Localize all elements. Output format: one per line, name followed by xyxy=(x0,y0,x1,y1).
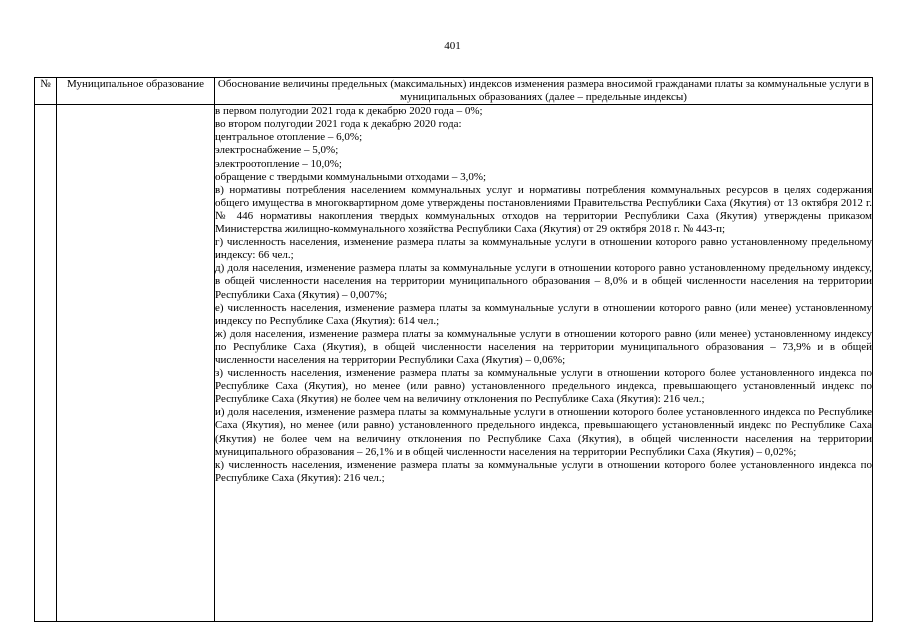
paragraph: к) численность населения, изменение размера платы за коммунальные услуги в отношении которого более установленного индекса по Республике Саха (Якутия): 216 чел.; xyxy=(215,458,872,484)
paragraph: в первом полугодии 2021 года к декабрю 2020 года – 0%; xyxy=(215,105,483,118)
header-number: № xyxy=(35,78,57,105)
table-row xyxy=(35,105,873,622)
paragraph: обращение с твердыми коммунальными отходами – 3,0%; xyxy=(215,170,487,183)
paragraph: д) доля населения, изменение размера платы за коммунальные услуги в отношении которого равно установленному предельному индексу, в общей численности населения на территории муниципального образования – 8,0% и в общей численности населения на территории Республики Саха (Якутия) – 0,007%; xyxy=(215,262,872,301)
paragraph: электроснабжение – 5,0%; xyxy=(215,144,339,157)
row-number-cell xyxy=(35,105,57,622)
paragraph: центральное отопление – 6,0%; xyxy=(215,131,363,144)
table-header-row xyxy=(35,78,873,105)
header-justification: Обоснование величины предельных (максимальных) индексов изменения размера вносимой гражданами платы за коммунальные услуги в муниципальных образованиях (далее – предельные индексы) xyxy=(215,78,873,105)
paragraph: г) численность населения, изменение размера платы за коммунальные услуги в отношении которого равно установленному предельному индексу: 66 чел.; xyxy=(215,236,872,262)
paragraph: в) нормативы потребления населением коммунальных услуг и нормативы потребления коммунальных ресурсов в целях содержания общего имущества в многоквартирном доме утверждены постановлениями Правительства Республики Саха (Якутия) от 13 октября 2012 г. № 446 нормативы накопления твердых коммунальных отходов на территории Республики Саха (Якутия) утверждены приказом Министерства жилищно-коммунального хозяйства Республики Саха (Якутия) от 29 октября 2018 г. № 443-п; xyxy=(215,183,872,236)
paragraph: и) доля населения, изменение размера платы за коммунальные услуги в отношении которого более установленного индекса по Республике Саха (Якутия), но менее (или равно) установленного предельного индекса, превышающего установленный индекс по Республике Саха (Якутия) не более чем на величину отклонения по Республике Саха (Якутия), в общей численности населения на территории муниципального образования – 26,1% и в общей численности населения на территории Республики Саха (Якутия) – 0,02%; xyxy=(215,406,872,458)
paragraph: электроотопление – 10,0%; xyxy=(215,157,342,170)
paragraph: ж) доля населения, изменение размера платы за коммунальные услуги в отношении которого равно (или менее) установленному индексу по Республике Саха (Якутия), в общей численности населения на территории муниципального образования – 73,9% и в общей численности населения на территории Республики Саха (Якутия) – 0,06%; xyxy=(215,327,872,366)
header-municipality: Муниципальное образование xyxy=(57,78,215,105)
page-number: 401 xyxy=(444,40,461,52)
row-justification-cell xyxy=(215,105,873,622)
justification-table xyxy=(34,77,873,622)
paragraph: з) численность населения, изменение размера платы за коммунальные услуги в отношении которого более установленного индекса по Республике Саха (Якутия), но менее (или равно) установленного предельного индекса, превышающего установленный индекс по Республике Саха (Якутия) не более чем на величину отклонения по Республике Саха (Якутия): 216 чел.; xyxy=(215,367,872,406)
paragraph: е) численность населения, изменение размера платы за коммунальные услуги в отношении которого равно (или менее) установленному индексу по Республике Саха (Якутия): 614 чел.; xyxy=(215,301,872,327)
paragraph: во втором полугодии 2021 года к декабрю 2020 года: xyxy=(215,118,462,131)
row-municipality-cell xyxy=(57,105,215,622)
